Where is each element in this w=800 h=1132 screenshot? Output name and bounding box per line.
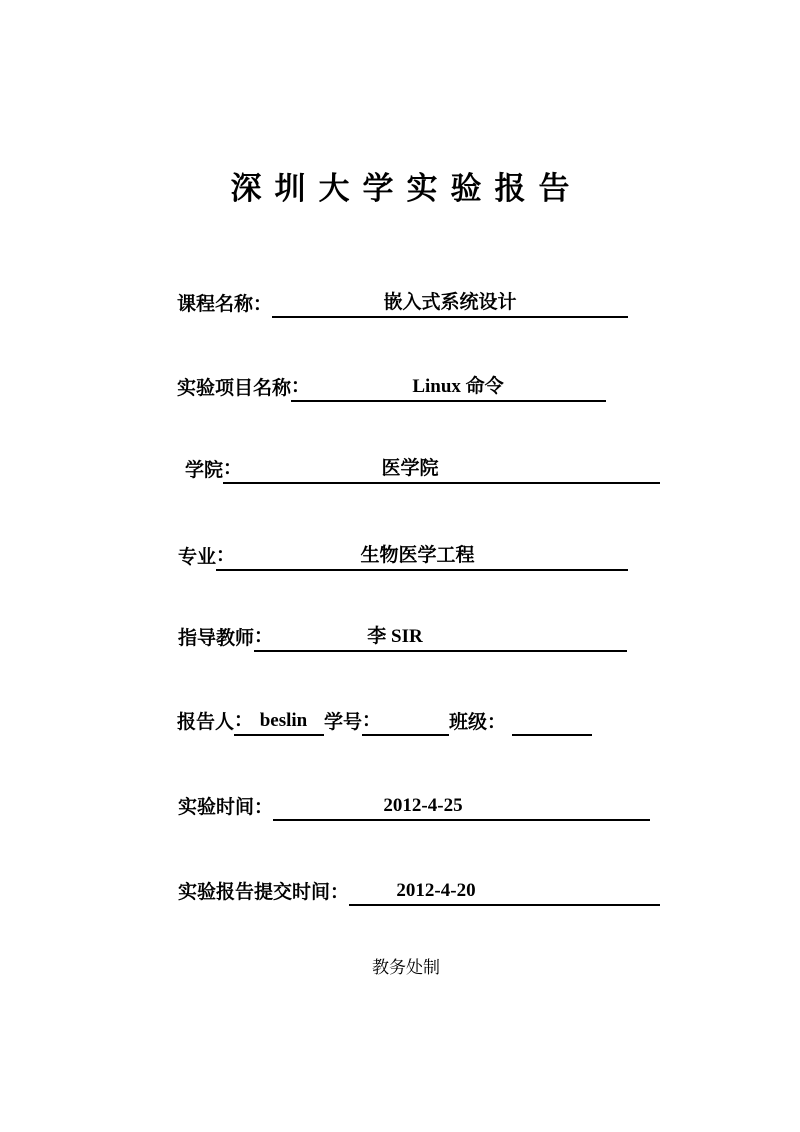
submit-time-underline: [349, 878, 660, 906]
field-advisor: [178, 624, 627, 652]
page-title: 深圳大学实验报告: [230, 171, 583, 206]
project-underline: [291, 374, 606, 402]
college-value: 医学院: [381, 458, 439, 479]
field-exp-time: [178, 793, 650, 821]
field-college: [185, 456, 660, 484]
student-id-underline: [362, 708, 449, 736]
reporter-value: beslin: [259, 710, 308, 731]
major-underline: [216, 543, 628, 571]
exp-time-underline: [273, 793, 650, 821]
reporter-underline: [234, 708, 324, 736]
field-project: [177, 374, 606, 402]
college-label: 学院: [185, 460, 224, 481]
class-underline: [512, 708, 592, 736]
advisor-underline: [254, 624, 627, 652]
course-label: 课程名称：: [177, 294, 273, 315]
advisor-colon: ：: [254, 626, 274, 647]
reporter-colon: ：: [234, 710, 254, 731]
submit-time-value: 2012-4-20: [396, 880, 476, 901]
course-underline: [272, 290, 628, 318]
college-colon: ：: [223, 458, 243, 479]
student-id-colon: ：: [362, 710, 382, 731]
exp-time-value: 2012-4-25: [383, 795, 463, 816]
major-value: 生物医学工程: [360, 545, 475, 566]
exp-time-label: 实验时间：: [178, 797, 274, 818]
major-label: 专业: [178, 547, 217, 568]
college-underline: [223, 456, 660, 484]
submit-time-label: 实验报告提交时间：: [178, 882, 350, 903]
reporter-label: 报告人: [177, 712, 235, 733]
field-course: [177, 290, 628, 318]
major-colon: ：: [216, 545, 236, 566]
field-reporter-line: [177, 708, 592, 736]
issuer-note: 教务处制: [372, 958, 440, 977]
advisor-label: 指导教师: [178, 628, 255, 649]
field-submit-time: [178, 878, 660, 906]
class-label: 班级：: [449, 712, 507, 733]
project-value: Linux 命令: [412, 376, 504, 397]
field-major: [178, 543, 628, 571]
project-colon: ：: [291, 376, 311, 397]
advisor-value: 李 SIR: [367, 626, 423, 647]
course-value: 嵌入式系统设计: [383, 292, 517, 313]
student-id-label: 学号: [324, 712, 363, 733]
project-label: 实验项目名称: [177, 378, 292, 399]
